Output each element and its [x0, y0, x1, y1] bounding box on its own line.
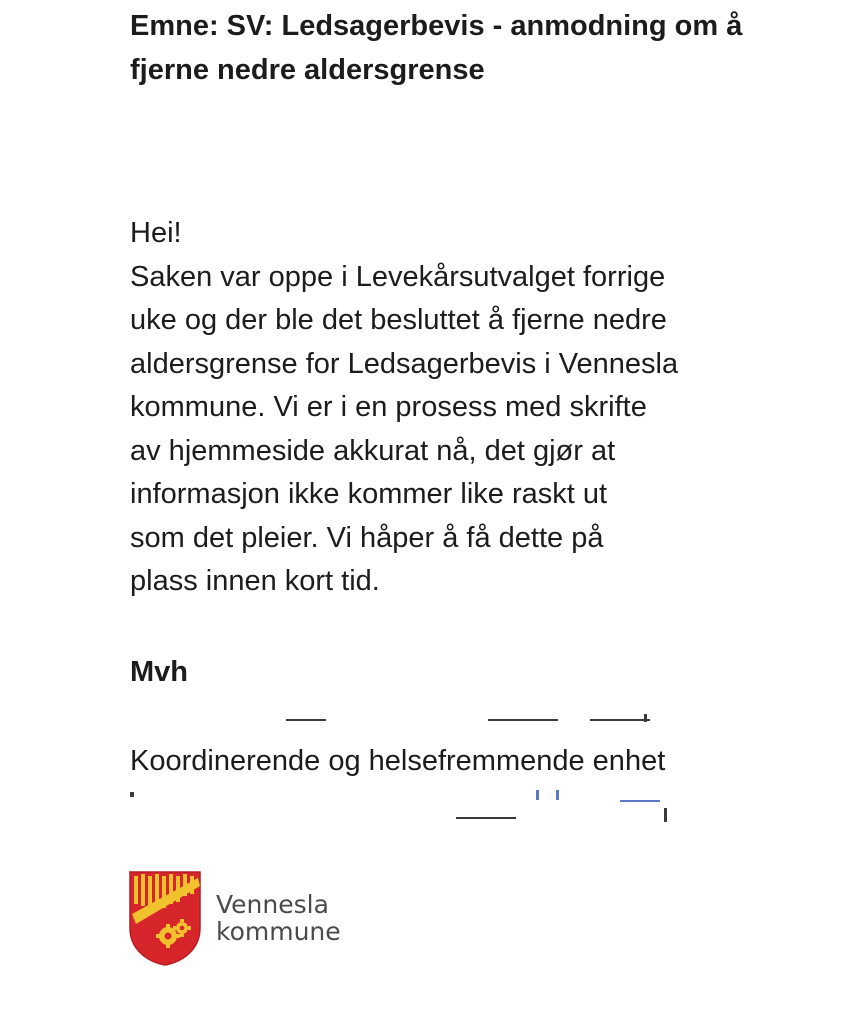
redaction-mark [456, 817, 516, 819]
redaction-mark [286, 719, 326, 721]
redaction-mark [536, 790, 539, 800]
body-line: Saken var oppe i Levekårsutvalget forrige [130, 260, 666, 293]
body-line: uke og der ble det besluttet å fjerne nedre [130, 304, 667, 336]
body-line: av hjemmeside akkurat nå, det gjør at [130, 434, 616, 467]
body-line: som det pleier. Vi håper å få dette på [130, 521, 604, 554]
vennesla-kommune-logo [128, 870, 341, 966]
greeting: Hei! [130, 217, 182, 249]
logo-text-line1: Vennesla [216, 890, 329, 919]
email-subject: Emne: SV: Ledsagerbevis - anmodning om å fjerne nedre aldersgrense [130, 10, 743, 86]
redaction-mark [488, 719, 558, 721]
redaction-mark [130, 792, 134, 797]
redaction-mark [644, 714, 647, 722]
vennesla-coat-of-arms-icon [128, 870, 202, 966]
redacted-sender-name [120, 700, 710, 726]
email-signoff: Mvh [130, 656, 188, 688]
email-body [130, 212, 770, 604]
body-line: plass innen kort tid. [130, 565, 380, 597]
body-line: kommune. Vi er i en prosess med skrifte [130, 391, 647, 423]
redaction-mark [556, 790, 559, 800]
redaction-mark [620, 800, 660, 802]
redaction-mark [590, 719, 650, 721]
redacted-contact-info [120, 786, 710, 826]
logo-text [216, 891, 341, 945]
body-line: aldersgrense for Ledsagerbevis i Vennesla [130, 347, 679, 380]
email-unit: Koordinerende og helsefremmende enhet [130, 745, 666, 777]
logo-text-line2: kommune [216, 917, 341, 946]
body-line: informasjon ikke kommer like raskt ut [130, 478, 608, 510]
redaction-mark [664, 808, 667, 822]
